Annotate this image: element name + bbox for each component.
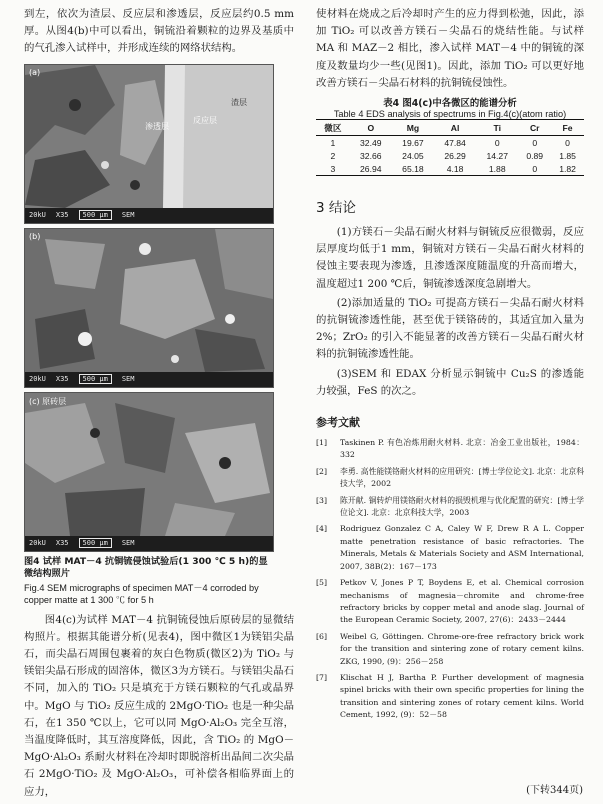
th-o: O <box>367 122 375 133</box>
kv-label: 20kU <box>29 211 46 220</box>
table-cell: 26.29 <box>444 150 466 161</box>
table-cell: 24.05 <box>402 150 424 161</box>
figure-caption-en: Fig.4 SEM micrographs of specimen MAT－4 corroded by copper matte at 1 300 ℃ for 5 h <box>24 582 259 605</box>
panel-label-b: (b) <box>29 231 41 241</box>
table-row <box>316 136 584 150</box>
tag-slag-layer: 渣层 <box>231 97 247 107</box>
tag-reaction-layer: 反应层 <box>193 115 217 125</box>
table-caption-en: Table 4 EDS analysis of spectrums in Fig.4(c)(atom ratio) <box>333 109 567 120</box>
body-paragraph-continued: 使材料在烧成之后冷却时产生的应力得到松弛，因此，添加 TiO₂ 可以改善方镁石－尖晶石的烧结性能。与试样 MA 和 MAZ－2 相比，渗入试样 MAT－4 中的铜锍的深度及数量均少一些(见图1)。因此，添加 TiO₂ 可以更好地改善方镁石－尖晶石材料的抗铜锍侵蚀性。 <box>316 8 584 89</box>
ref-text: Taskinen P. 有色冶炼用耐火材料. 北京：冶金工业出版社，1984：332 <box>340 438 584 460</box>
sem-micrograph-a <box>24 64 274 224</box>
conclusion-2: (2)添加适量的 TiO₂ 可提高方镁石－尖晶石耐火材料的抗铜锍渗透性能，甚至优于镁铬砖的，其适宜加入量为2%；ZrO₂ 的引入不能显著的改善方镁石－尖晶石耐火材料的抗铜锍渗透性能。 <box>316 296 584 361</box>
panel-label-a: (a) <box>29 67 41 77</box>
panel-label-c: (c) 原砖层 <box>29 396 67 406</box>
ref-num: [5] <box>316 578 328 588</box>
table-cell: 65.18 <box>402 163 424 174</box>
sem-texture-b <box>25 229 273 387</box>
ref-num: [4] <box>316 524 328 534</box>
kv-label: 20kU <box>29 539 46 548</box>
kv-label: 20kU <box>29 375 46 384</box>
table-caption-zh: 表4 图4(c)中各微区的能谱分析 <box>383 98 517 110</box>
mag-label: X35 <box>55 375 69 384</box>
ref-num: [6] <box>316 631 328 641</box>
table-cell: 26.94 <box>360 163 382 174</box>
code-label: SEM <box>121 211 135 220</box>
reference-item <box>316 577 584 627</box>
ref-num: [7] <box>316 672 328 682</box>
scale-bar-b <box>25 372 273 387</box>
table-cell: 14.27 <box>486 150 508 161</box>
body-paragraph-bottom: 图4(c)为试样 MAT－4 抗铜锍侵蚀后原砖层的显微结构照片。根据其能谱分析(见表4)，图中微区1为镁铝尖晶石，而尖晶石周围包裹着的灰白色物质(微区2)为 TiO₂ 与镁铝尖晶石形成的固溶体，微区3为方镁石。与镁铝尖晶石不同，加入的 TiO₂ 只是填充于方镁石颗粒的气孔或晶界中。MgO 与 TiO₂ 反应生成的 2MgO·TiO₂ 也是一种尖晶石，在1 350 ℃以上，它可以同 MgO·Al₂O₃ 完全互溶，当温度降低时，其互溶度降低，因此，含 TiO₂ 的 MgO－MgO·Al₂O₃ 系耐火材料在冷却时即脱溶析出晶间二次尖晶石 2MgO·TiO₂ 及 MgO·Al₂O₃，可补偿各相临界面上的应力， <box>24 613 294 798</box>
th-zone: 微区 <box>324 122 342 133</box>
scale-label: 500 μm <box>79 374 112 384</box>
conclusion-1: (1)方镁石－尖晶石耐火材料与铜锍反应很微弱，反应层厚度均低于1 mm，铜锍对方镁石－尖晶石耐火材料的侵蚀主要表现为渗透，且渗透深度随温度的升高而增大，温度超过1 200 ℃后，铜锍渗透深度急剧增大。 <box>316 226 584 290</box>
conclusion-3: (3)SEM 和 EDAX 分析显示铜锍中 Cu₂S 的渗透能力较强，FeS 的次之。 <box>316 367 584 397</box>
table-cell: 0 <box>532 137 538 148</box>
scale-bar-a <box>25 208 273 223</box>
sem-micrograph-c <box>24 392 274 552</box>
reference-item <box>316 672 584 722</box>
reference-item <box>316 466 584 491</box>
table-cell: 3 <box>330 163 336 174</box>
table-cell: 32.49 <box>360 137 382 148</box>
code-label: SEM <box>121 539 135 548</box>
table-cell: 4.18 <box>446 163 464 174</box>
mag-label: X35 <box>55 211 69 220</box>
table-cell: 1.88 <box>488 163 506 174</box>
references-title: 参考文献 <box>316 416 360 430</box>
ref-text: Weibel G, Göttingen. Chrome-ore-free refractory brick work for the transition and sintering zone of rotary cement kilns. ZKG, 1990, (9)：256－258 <box>340 631 584 666</box>
th-cr: Cr <box>529 122 540 133</box>
body-paragraph-top: 到左，依次为渣层、反应层和渗透层，反应层约0.5 mm厚。从图4(b)中可以看出，铜锍沿着颗粒的边界及基质中的气孔渗入试样中，并形成连续的网络状结构。 <box>24 8 294 55</box>
code-label: SEM <box>121 375 135 384</box>
ref-text: Rodriguez Gonzalez C A, Caley W F, Drew R A L. Copper matte penetration resistance of basic refractories. The Minerals, Metals & Materials Society and ASM International, 2007, 38B(2)：167－173 <box>340 524 584 571</box>
table-row <box>316 149 584 162</box>
table-cell: 0 <box>494 137 500 148</box>
th-mg: Mg <box>406 122 420 133</box>
sem-texture-c <box>25 393 273 551</box>
th-ti: Ti <box>493 122 501 133</box>
eds-table <box>316 119 584 176</box>
scale-label: 500 μm <box>79 538 112 548</box>
sem-texture-a <box>25 65 273 223</box>
sem-micrograph-b <box>24 228 274 388</box>
continued-page-note: (下转344页) <box>526 785 583 796</box>
th-fe: Fe <box>562 122 573 133</box>
tag-infiltration-layer: 渗透层 <box>145 121 169 131</box>
reference-item <box>316 437 584 462</box>
scale-bar-c <box>25 536 273 551</box>
reference-item <box>316 523 584 573</box>
figure-4 <box>24 64 272 606</box>
ref-num: [3] <box>316 495 328 505</box>
table-cell: 2 <box>330 150 336 161</box>
figure-caption-zh: 图4 试样 MAT－4 抗铜锍侵蚀试验后(1 300 ℃ 5 h)的显微结构照片 <box>24 555 268 580</box>
ref-text: 陈开献. 铜转炉用镁铬耐火材料的损毁机理与优化配置的研究：[博士学位论文]. 北京：北京科技大学，2003 <box>340 495 584 518</box>
ref-text: 李勇. 高性能镁铬耐火材料的应用研究：[博士学位论文]. 北京：北京科技大学，2002 <box>340 466 584 489</box>
table-cell: 1.82 <box>559 163 576 174</box>
ref-num: [2] <box>316 466 328 476</box>
left-column <box>24 6 294 801</box>
table-cell: 32.66 <box>360 150 382 161</box>
reference-list <box>316 437 584 722</box>
table-cell: 19.67 <box>402 137 424 148</box>
scale-label: 500 μm <box>79 210 112 220</box>
ref-text: Petkov V, Jones P T, Boydens E, et al. Chemical corrosion mechanisms of magnesia－chromite and chrome-free refractory bricks by copper metal and anode slag. Journal of the European Ceramic Society, 2007, 27(6)：2433－2444 <box>340 578 584 625</box>
table-cell: 0 <box>565 137 570 148</box>
table-cell: 1.85 <box>559 150 576 161</box>
table-cell: 0 <box>532 163 538 174</box>
table-header-row <box>316 120 584 136</box>
section-title-conclusion: 3 结论 <box>316 200 356 217</box>
table-cell: 0.89 <box>526 150 544 161</box>
right-column <box>316 6 584 726</box>
reference-item <box>316 495 584 520</box>
table-cell: 47.84 <box>444 137 466 148</box>
ref-num: [1] <box>316 438 328 448</box>
ref-text: Klischat H J, Bartha P. Further development of magnesia spinel bricks with their own specific properties for lining the transition and sintering zones of rotary cement kilns. World Cement, 1992, (9)：52－58 <box>340 672 584 720</box>
reference-item <box>316 631 584 668</box>
mag-label: X35 <box>55 539 69 548</box>
table-row <box>316 162 584 176</box>
table-cell: 1 <box>330 137 336 148</box>
th-al: Al <box>450 122 460 133</box>
